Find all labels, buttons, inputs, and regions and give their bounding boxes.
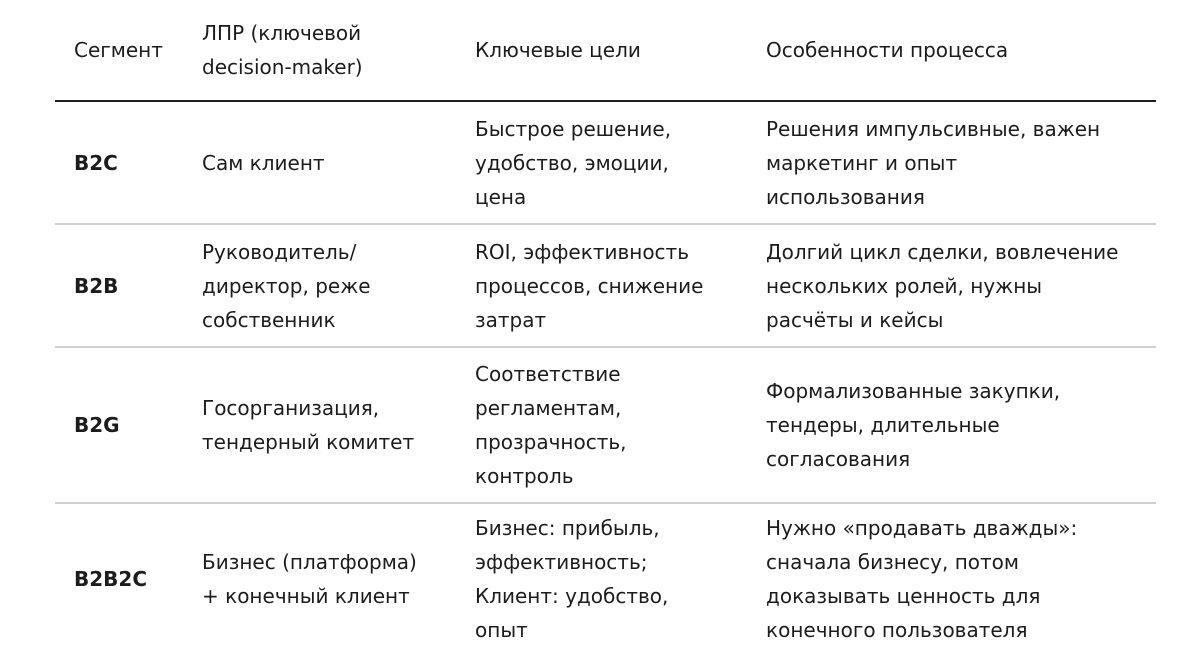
process-cell: Формализованные закупки, тендеры, длительные согласования <box>766 379 1061 471</box>
table-row <box>55 504 1156 654</box>
header-decision-maker: ЛПР (ключевой decision-maker) <box>202 21 363 79</box>
goals-cell: ROI, эффективность процессов, снижение затрат <box>475 239 704 332</box>
table-header-row <box>55 0 1156 102</box>
table-row <box>55 225 1156 348</box>
decision-maker-cell: Бизнес (платформа) + конечный клиент <box>202 550 417 608</box>
header-segment: Сегмент <box>74 38 163 62</box>
table-row <box>55 102 1156 225</box>
table-row <box>55 348 1156 504</box>
segment-cell: B2B2C <box>74 567 147 591</box>
segment-cell: B2C <box>74 150 118 175</box>
goals-cell: Соответствие регламентам, прозрачность, контроль <box>475 362 627 488</box>
header-goals: Ключевые цели <box>475 38 641 62</box>
process-cell: Долгий цикл сделки, вовлечение нескольких ролей, нужны расчёты и кейсы <box>766 239 1119 332</box>
decision-maker-cell: Госорганизация, тендерный комитет <box>202 396 415 454</box>
segments-table <box>55 0 1156 654</box>
segment-cell: B2B <box>74 273 119 298</box>
process-cell: Нужно «продавать дважды»: сначала бизнесу, потом доказывать ценность для конечного пользователя <box>766 516 1078 642</box>
process-cell: Решения импульсивные, важен маркетинг и опыт использования <box>766 116 1101 209</box>
header-process: Особенности процесса <box>766 38 1009 62</box>
decision-maker-cell: Сам клиент <box>202 150 325 175</box>
segment-cell: B2G <box>74 413 120 437</box>
goals-cell: Быстрое решение, удобство, эмоции, цена <box>475 116 672 209</box>
goals-cell: Бизнес: прибыль, эффективность; Клиент: удобство, опыт <box>475 516 669 642</box>
decision-maker-cell: Руководитель/ директор, реже собственник <box>202 239 371 332</box>
